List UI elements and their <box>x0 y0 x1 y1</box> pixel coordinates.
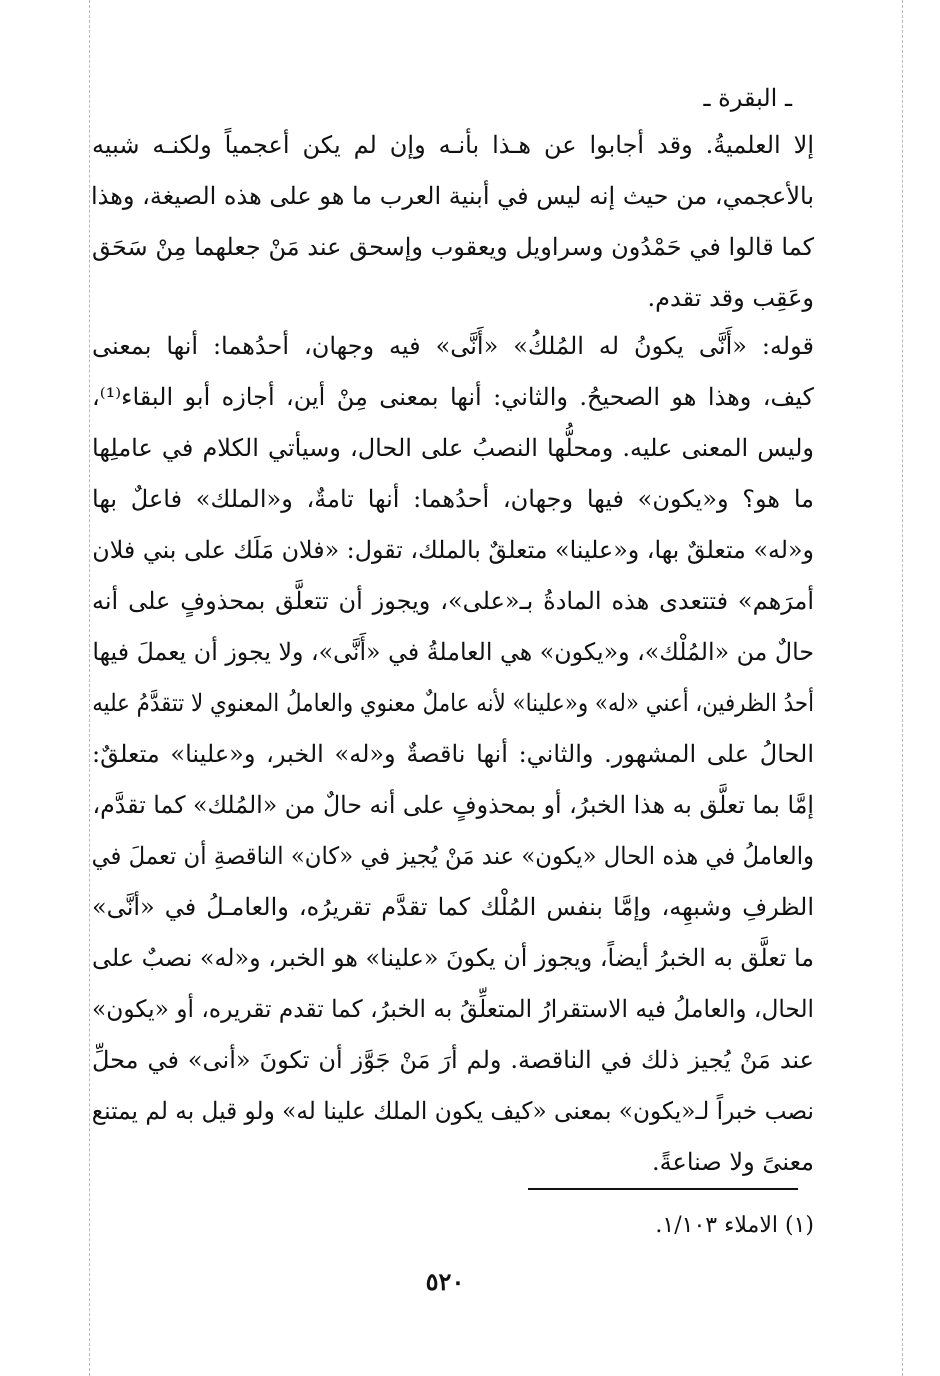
running-header <box>704 78 793 118</box>
footnote: (١) الاملاء ١/١٠٣. <box>655 1213 814 1238</box>
text-line: عند مَنْ يُجيز ذلك في الناقصة. ولم أرَ مَنْ جَوَّز أن تكونَ «أنى» في محلِّ <box>92 1046 814 1074</box>
text-line: و«له» متعلقٌ بها، و«علينا» متعلقٌ بالملك، تقول: «فلان مَلَك على بني فلان <box>92 536 815 564</box>
margin-guide-left <box>89 0 90 1376</box>
text-line: أمرَهم» فتتعدى هذه المادةُ بـ«على»، ويجوز أن تتعلَّق بمحذوفٍ على أنه <box>92 587 814 615</box>
text-line: الحالُ على المشهور. والثاني: أنها ناقصةٌ و«له» الخبر، و«علينا» متعلقٌ: <box>92 740 814 768</box>
text-line: كيف، وهذا هو الصحيحُ. والثاني: أنها بمعنى مِنْ أين، أجازه أبو البقاء⁽¹⁾، <box>92 383 814 411</box>
page-number: ٥٢٠ <box>425 1267 465 1296</box>
text-line: حالٌ من «المُلْك»، و«يكون» هي العاملةُ في «أَنَّى»، ولا يجوز أن يعملَ فيها <box>92 638 814 666</box>
text-line: كما قالوا في حَمْدُون وسراويل ويعقوب وإسحق عند مَنْ جعلهما مِنْ سَحَق <box>92 233 814 261</box>
text-line: بالأعجمي، من حيث إنه ليس في أبنية العرب ما هو على هذه الصيغة، وهذا <box>90 182 814 210</box>
text-line: إمَّا بما تعلَّق به هذا الخبرُ، أو بمحذوفٍ على أنه حالٌ من «المُلك» كما تقدَّم، <box>92 791 815 819</box>
text-line: الظرفِ وشبهِه، وإمَّا بنفس المُلْك كما تقدَّم تقريرُه، والعامـلُ في «أنَّى» <box>92 893 814 921</box>
text-line: قوله: «أَنَّى يكونُ له المُلكُ» «أَنَّى» فيه وجهان، أحدُهما: أنها بمعنى <box>92 332 814 360</box>
margin-guide-right <box>902 0 903 1376</box>
footnote-separator <box>528 1188 798 1190</box>
text-line: وعَقِب وقد تقدم. <box>647 284 814 312</box>
text-line: ما هو؟ و«يكون» فيها وجهان، أحدُهما: أنها تامةٌ، و«الملك» فاعلٌ بها <box>92 485 814 513</box>
paragraph-2 <box>92 321 814 1188</box>
text-line: ما تعلَّق به الخبرُ أيضاً، ويجوز أن يكونَ «علينا» هو الخبر، و«له» نصبٌ على <box>92 944 815 972</box>
text-line: وليس المعنى عليه. ومحلُّها النصبُ على الحال، وسيأتي الكلام في عاملِها <box>92 434 814 462</box>
text-line: معنىً ولا صناعةً. <box>652 1148 814 1176</box>
text-line: أحدُ الظرفين، أعني «له» و«علينا» لأنه عاملٌ معنوي والعاملُ المعنوي لا تتقدَّمُ عليه <box>92 689 815 717</box>
text-line: نصب خبراً لـ«يكون» بمعنى «كيف يكون الملك علينا له» ولو قيل به لم يمتنع <box>91 1097 815 1125</box>
text-line: والعاملُ في هذه الحال «يكون» عند مَنْ يُجيز في «كان» الناقصةِ أن تعملَ في <box>91 842 815 870</box>
paragraph-1 <box>92 120 814 324</box>
running-title: ـ البقرة ـ <box>703 84 792 112</box>
text-line: الحال، والعاملُ فيه الاستقرارُ المتعلِّقُ به الخبرُ، كما تقدم تقريره، أو «يكون» <box>92 995 814 1023</box>
text-line: إلا العلميةُ. وقد أجابوا عن هـذا بأنـه وإن لم يكن أعجمياً ولكنـه شبيه <box>92 131 814 159</box>
